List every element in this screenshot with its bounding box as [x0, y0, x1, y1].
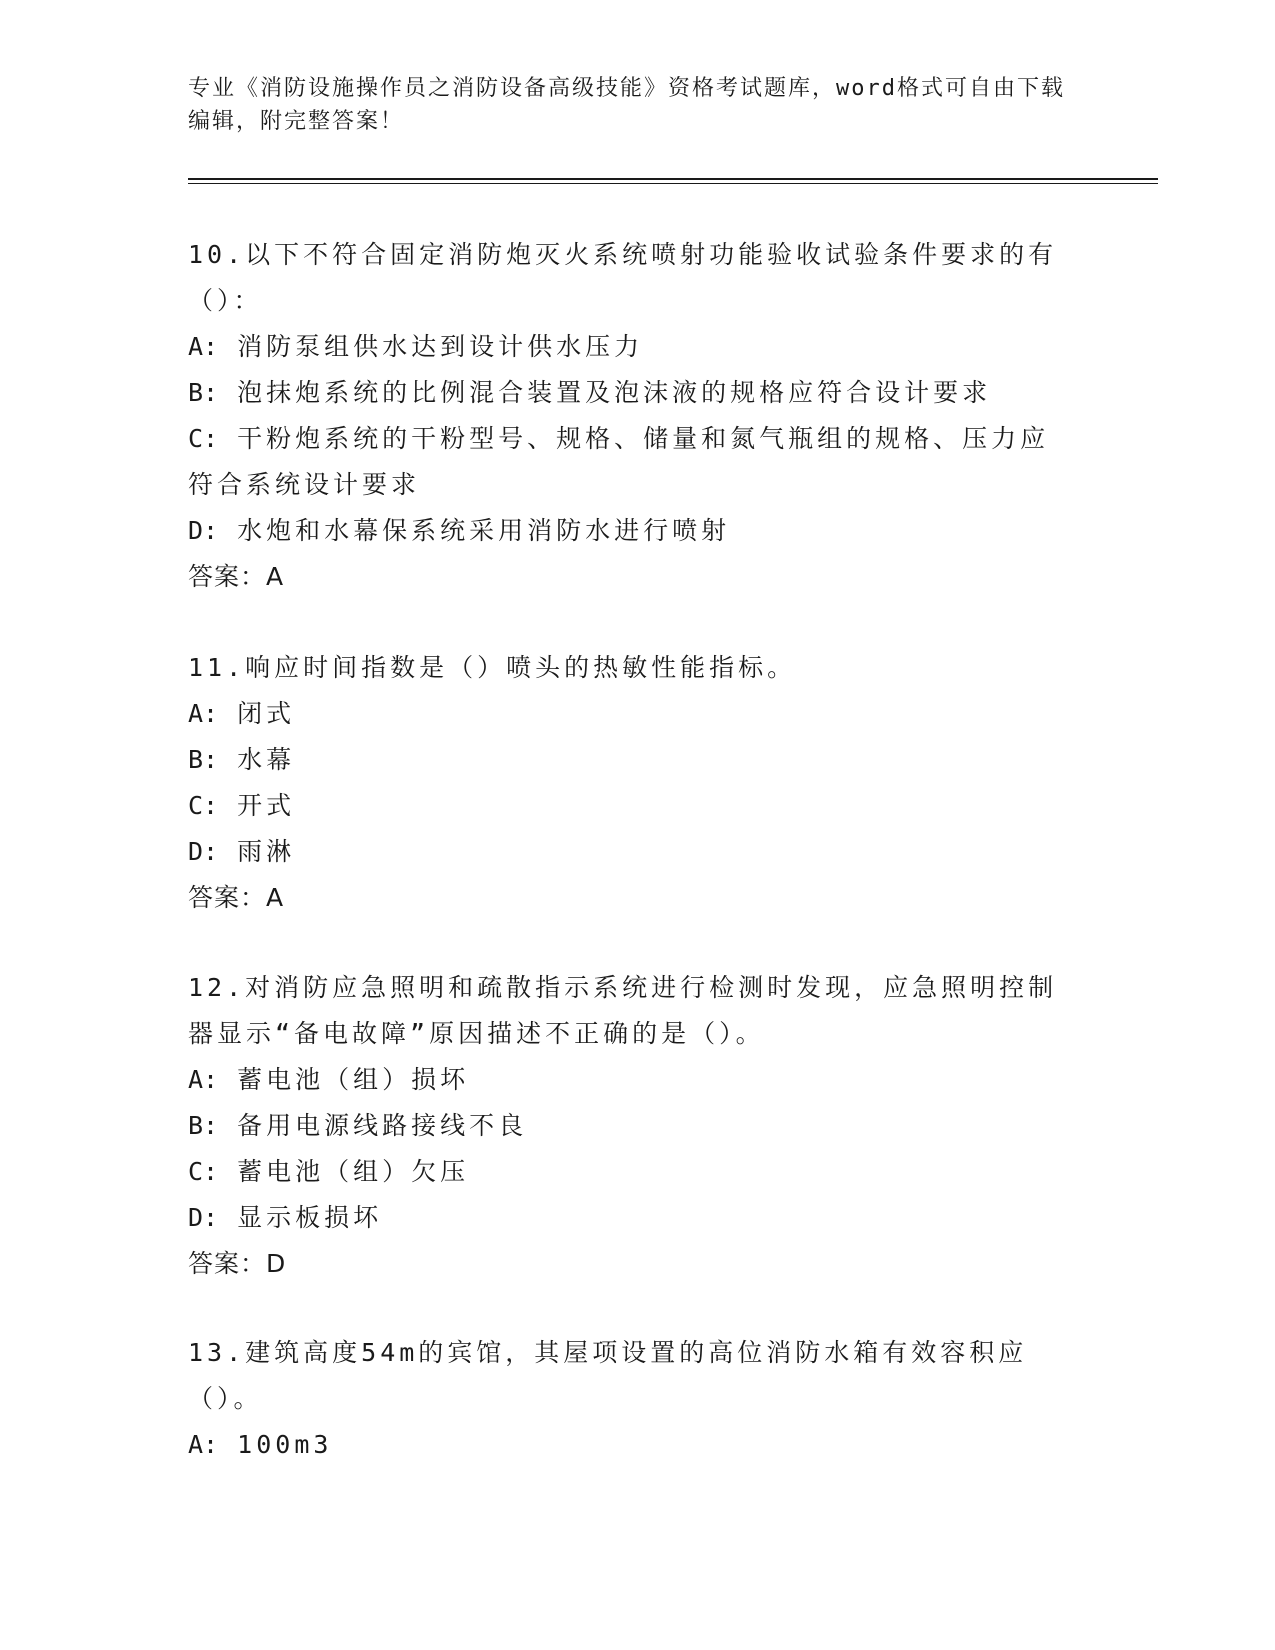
option-letter: C: — [188, 1157, 219, 1186]
option-text: 消防泵组供水达到设计供水压力 — [237, 332, 644, 361]
option-letter: B: — [188, 1111, 219, 1140]
option-c — [188, 416, 1078, 508]
option-b — [188, 737, 1078, 783]
option-b — [188, 370, 1078, 416]
option-letter: C: — [188, 791, 219, 820]
option-letter: C: — [188, 424, 219, 453]
document-intro: 专业《消防设施操作员之消防设备高级技能》资格考试题库，word格式可自由下载编辑，附完整答案！ — [188, 76, 1065, 134]
option-text: 泡抹炮系统的比例混合装置及泡沫液的规格应符合设计要求 — [237, 378, 992, 407]
option-d — [188, 508, 1078, 554]
question-stem: 10.以下不符合固定消防炮灭火系统喷射功能验收试验条件要求的有（）： — [188, 240, 1058, 315]
option-d — [188, 829, 1078, 875]
option-a — [188, 691, 1078, 737]
option-text: 雨淋 — [237, 837, 296, 866]
option-c — [188, 783, 1078, 829]
option-text: 100m3 — [237, 1430, 333, 1459]
header-divider — [188, 178, 1158, 180]
option-letter: D: — [188, 516, 219, 545]
option-a — [188, 324, 1078, 370]
option-letter: B: — [188, 745, 219, 774]
question-11 — [188, 645, 1078, 921]
header-divider-thin — [188, 183, 1158, 184]
option-a — [188, 1057, 1078, 1103]
option-letter: D: — [188, 1203, 219, 1232]
option-text: 闭式 — [237, 699, 296, 728]
option-text: 蓄电池（组）欠压 — [237, 1157, 470, 1186]
option-text: 备用电源线路接线不良 — [237, 1111, 528, 1140]
option-c — [188, 1149, 1078, 1195]
option-text: 开式 — [237, 791, 296, 820]
option-letter: A: — [188, 332, 219, 361]
option-text: 水炮和水幕保系统采用消防水进行喷射 — [237, 516, 731, 545]
question-stem: 12.对消防应急照明和疏散指示系统进行检测时发现，应急照明控制器显示“备电故障”原因描述不正确的是（）。 — [188, 973, 1058, 1048]
option-d — [188, 1195, 1078, 1241]
question-10 — [188, 232, 1078, 600]
option-letter: A: — [188, 1430, 219, 1459]
option-text: 蓄电池（组）损坏 — [237, 1065, 470, 1094]
answer: 答案：A — [188, 883, 285, 912]
question-13 — [188, 1330, 1078, 1468]
answer: 答案：A — [188, 562, 285, 591]
question-12 — [188, 965, 1078, 1287]
question-stem: 11.响应时间指数是（）喷头的热敏性能指标。 — [188, 653, 797, 682]
option-letter: A: — [188, 699, 219, 728]
option-letter: A: — [188, 1065, 219, 1094]
answer: 答案：D — [188, 1249, 287, 1278]
option-text: 水幕 — [237, 745, 296, 774]
option-letter: B: — [188, 378, 219, 407]
option-text: 显示板损坏 — [237, 1203, 383, 1232]
option-text: 干粉炮系统的干粉型号、规格、储量和氮气瓶组的规格、压力应符合系统设计要求 — [188, 424, 1050, 499]
option-letter: D: — [188, 837, 219, 866]
option-b — [188, 1103, 1078, 1149]
option-a — [188, 1422, 1078, 1468]
question-stem: 13.建筑高度54m的宾馆，其屋项设置的高位消防水箱有效容积应（）。 — [188, 1338, 1028, 1413]
